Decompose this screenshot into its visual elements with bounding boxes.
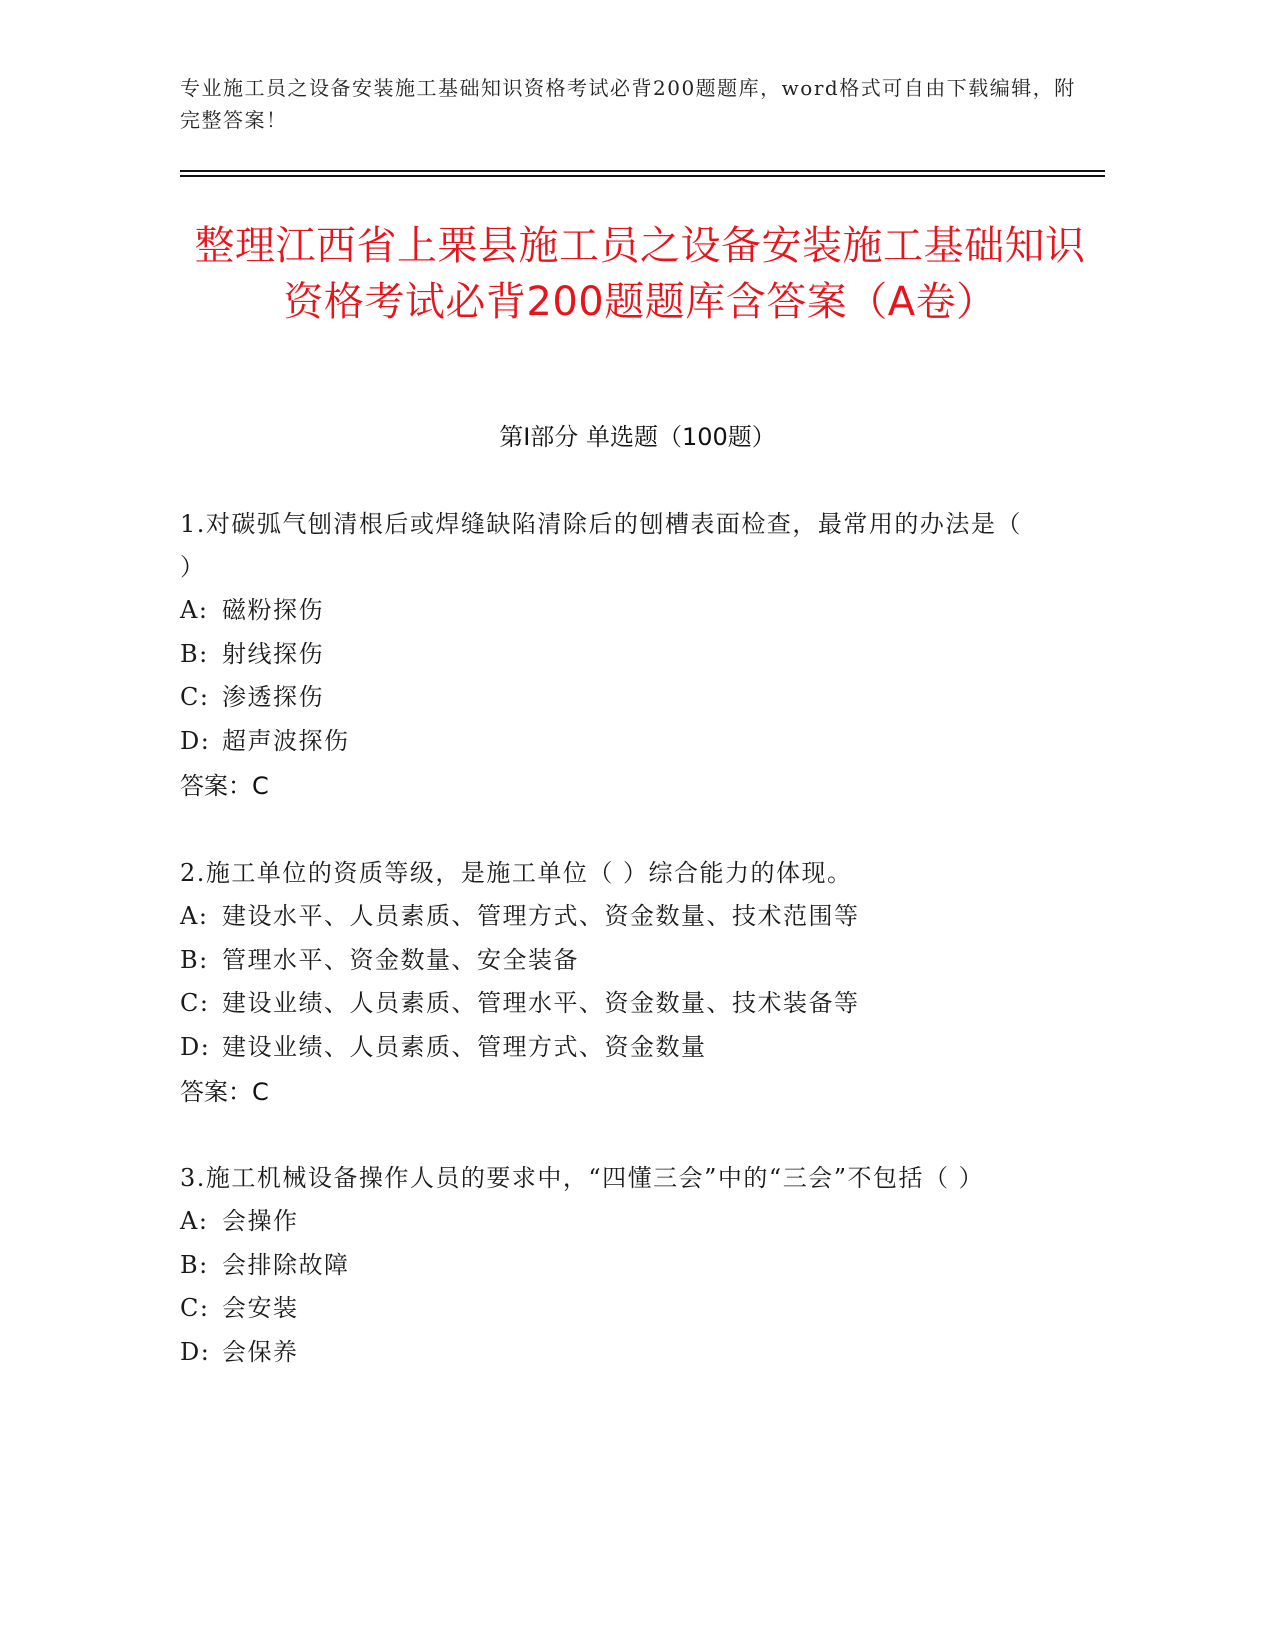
answer-line: 答案：C (180, 1078, 269, 1106)
option-c (180, 982, 1040, 1026)
option-c (180, 676, 1040, 720)
option-letter: B: (180, 639, 209, 668)
option-text: 会安装 (222, 1294, 299, 1322)
option-text: 磁粉探伤 (222, 596, 324, 624)
question-stem: 3.施工机械设备操作人员的要求中，“四懂三会”中的“三会”不包括（ ） (180, 1164, 985, 1192)
option-letter: C: (180, 1294, 210, 1322)
option-letter: C: (180, 989, 210, 1017)
header-divider-top (180, 170, 1105, 172)
question-stem: 2.施工单位的资质等级，是施工单位（ ）综合能力的体现。 (180, 859, 853, 887)
option-d (180, 1026, 1040, 1070)
question-1 (180, 503, 1040, 809)
option-c (180, 1287, 1040, 1331)
option-letter: D: (180, 1337, 211, 1366)
option-letter: C: (180, 683, 210, 711)
option-a (180, 895, 1040, 939)
option-letter: A: (180, 1207, 209, 1235)
option-d (180, 720, 1040, 764)
header-divider-bottom (180, 175, 1105, 177)
option-letter: D: (180, 726, 211, 755)
question-3 (180, 1157, 1040, 1374)
option-text: 建设水平、人员素质、管理方式、资金数量、技术范围等 (222, 902, 860, 930)
option-a (180, 589, 1040, 633)
option-b (180, 1244, 1040, 1288)
option-text: 射线探伤 (222, 639, 324, 668)
option-text: 会排除故障 (222, 1250, 350, 1279)
question-stem: 1.对碳弧气刨清根后或焊缝缺陷清除后的刨槽表面检查，最常用的办法是（ ） (180, 510, 1022, 581)
option-letter: B: (180, 945, 209, 974)
document-title: 整理江西省上栗县施工员之设备安装施工基础知识资格考试必背200题题库含答案（A卷） (194, 223, 1086, 325)
section-heading: 第Ⅰ部分 单选题（100题） (499, 423, 776, 451)
option-b (180, 633, 1040, 677)
header-note: 专业施工员之设备安装施工基础知识资格考试必背200题题库，word格式可自由下载编辑，附完整答案！ (180, 76, 1076, 132)
option-text: 建设业绩、人员素质、管理水平、资金数量、技术装备等 (222, 989, 860, 1017)
option-text: 会保养 (222, 1337, 299, 1366)
option-text: 会操作 (222, 1207, 299, 1235)
option-letter: D: (180, 1032, 211, 1061)
option-d (180, 1331, 1040, 1375)
option-letter: A: (180, 902, 209, 930)
option-text: 超声波探伤 (222, 726, 350, 755)
option-a (180, 1200, 1040, 1244)
question-2 (180, 852, 1040, 1115)
option-letter: B: (180, 1250, 209, 1279)
option-text: 建设业绩、人员素质、管理方式、资金数量 (222, 1032, 707, 1061)
answer-line: 答案：C (180, 772, 269, 800)
option-text: 渗透探伤 (222, 683, 324, 711)
option-letter: A: (180, 596, 209, 624)
option-text: 管理水平、资金数量、安全装备 (222, 945, 579, 974)
option-b (180, 939, 1040, 983)
